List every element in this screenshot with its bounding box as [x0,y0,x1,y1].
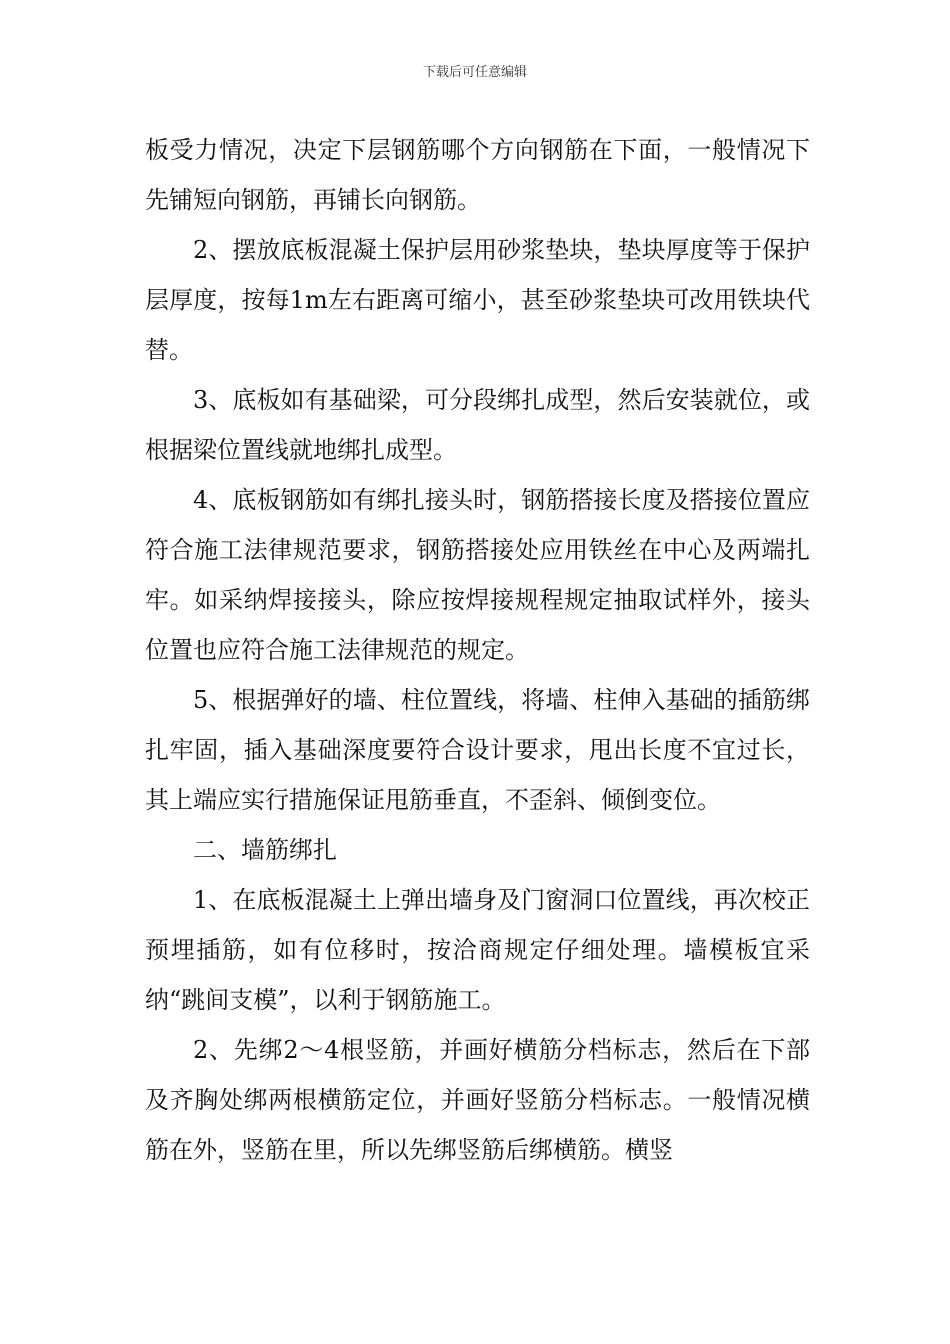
document-body [145,125,810,1175]
section-heading: 二、墙筋绑扎 [193,836,337,864]
paragraph-item-5: 5、根据弹好的墙、柱位置线，将墙、柱伸入基础的插筋绑扎牢固，插入基础深度要符合设计要求，甩出长度不宜过长，其上端应实行措施保证甩筋垂直，不歪斜、倾倒变位。 [145,686,810,814]
paragraph-wall-item-1: 1、在底板混凝土上弹出墙身及门窗洞口位置线，再次校正预埋插筋，如有位移时，按洽商规定仔细处理。墙模板宜采纳“跳间支模”，以利于钢筋施工。 [145,886,810,1014]
paragraph-continuation: 板受力情况，决定下层钢筋哪个方向钢筋在下面，一般情况下先铺短向钢筋，再铺长向钢筋。 [145,136,810,214]
paragraph-item-3: 3、底板如有基础梁，可分段绑扎成型，然后安装就位，或根据梁位置线就地绑扎成型。 [145,386,810,464]
page-header: 下载后可任意编辑 [422,65,527,80]
paragraph-item-4: 4、底板钢筋如有绑扎接头时，钢筋搭接长度及搭接位置应符合施工法律规范要求，钢筋搭接处应用铁丝在中心及两端扎牢。如采纳焊接接头，除应按焊接规程规定抽取试样外，接头位置也应符合施工法律规范的规定。 [145,486,810,664]
paragraph-item-2: 2、摆放底板混凝土保护层用砂浆垫块，垫块厚度等于保护层厚度，按每1m左右距离可缩小，甚至砂浆垫块可改用铁块代替。 [145,236,810,364]
paragraph-wall-item-2: 2、先绑2～4根竖筋，并画好横筋分档标志，然后在下部及齐胸处绑两根横筋定位，并画好竖筋分档标志。一般情况横筋在外，竖筋在里，所以先绑竖筋后绑横筋。横竖 [145,1036,810,1164]
